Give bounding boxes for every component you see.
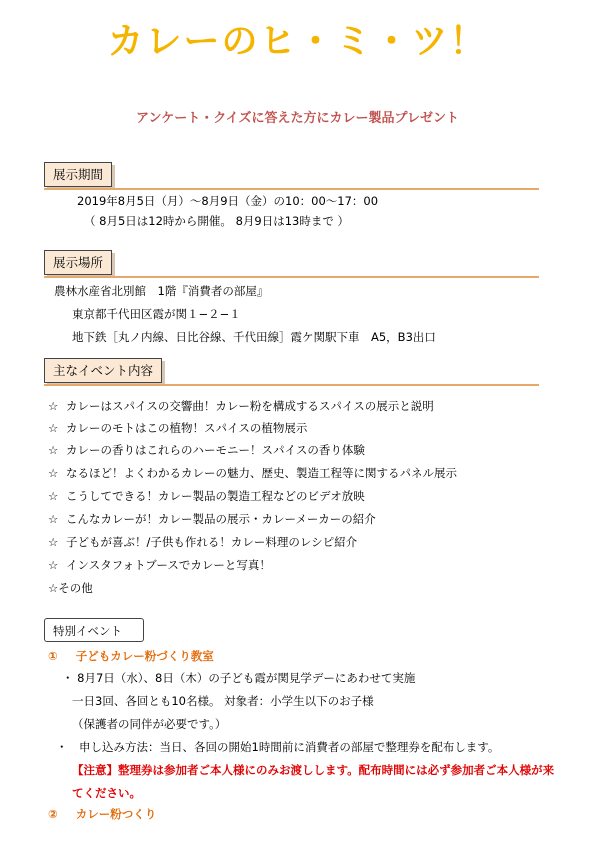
venue-building: 農林水産省北別館 1階『消費者の部屋』	[54, 284, 269, 298]
star-icon: ☆	[48, 443, 59, 457]
special-bullet-apply: ・ 申し込み方法：当日、各回の開始1時間前に消費者の部屋で整理券を配布します。	[56, 740, 500, 754]
special-capacity: 一日3回、各回とも10名様。 対象者：小学生以下のお子様	[72, 694, 374, 708]
list-item: ☆ カレーはスパイスの交響曲！カレー粉を構成するスパイスの展示と説明	[48, 399, 434, 413]
list-item: ☆ 子どもが喜ぶ！/子供も作れる！カレー料理のレシピ紹介	[48, 535, 358, 549]
list-item: ☆ こうしてできる！カレー製品の製造工程などのビデオ放映	[48, 489, 365, 503]
star-icon: ☆	[48, 535, 59, 549]
section-divider	[44, 276, 539, 278]
section-heading-period: 展示期間	[44, 162, 112, 187]
list-item: ☆ カレーのモトはこの植物！スパイスの植物展示	[48, 421, 308, 435]
list-item-other: ☆その他	[48, 581, 93, 595]
list-item: ☆ こんなカレーが！カレー製品の展示・カレーメーカーの紹介	[48, 512, 376, 526]
section-heading-special: 特別イベント	[44, 618, 144, 642]
notice-text: 【注意】整理券は参加者ご本人様にのみお渡しします。配布時間には必ず参加者ご本人様が来	[72, 763, 555, 777]
star-icon: ☆	[48, 558, 59, 572]
star-icon: ☆	[48, 399, 59, 413]
special-item-2-title: カレー粉つくり	[75, 807, 157, 821]
special-bullet-schedule: ・ 8月7日（水）、8日（木）の子ども霞が関見学デーにあわせて実施	[62, 671, 416, 685]
section-divider	[44, 188, 539, 190]
section-heading-venue: 展示場所	[44, 250, 112, 275]
special-item-2	[48, 806, 156, 822]
period-note: （ 8月5日は12時から開催。 8月9日は13時まで ）	[84, 214, 349, 228]
star-icon: ☆	[48, 489, 59, 503]
list-item: ☆ カレーの香りはこれらのハーモニー！スパイスの香り体験	[48, 443, 365, 457]
special-guardian-note: （保護者の同伴が必要です。）	[72, 717, 227, 731]
page-subtitle: アンケート・クイズに答えた方にカレー製品プレゼント	[136, 111, 459, 126]
venue-address: 東京都千代田区霞が関１−２−１	[72, 307, 241, 321]
star-icon: ☆	[48, 466, 59, 480]
list-item: ☆ インスタフォトブースでカレーと写真！	[48, 558, 271, 572]
period-dates: 2019年8月5日（月）～8月9日（金）の10：00～17：00	[77, 194, 379, 208]
section-heading-events: 主なイベント内容	[44, 358, 162, 383]
special-item-2-number: ②	[48, 807, 58, 821]
page-title: カレーのヒ・ミ・ツ！	[107, 21, 488, 62]
list-item: ☆ なるほど！よくわかるカレーの魅力、歴史、製造工程等に関するパネル展示	[48, 466, 457, 480]
special-item-1-title: 子どもカレー粉づくり教室	[75, 649, 214, 663]
section-divider	[44, 384, 539, 386]
special-item-1	[48, 648, 214, 664]
venue-access: 地下鉄［丸ノ内線、日比谷線、千代田線］霞ケ関駅下車 A5，B3出口	[72, 330, 436, 344]
notice-text-cont: てください。	[72, 786, 141, 800]
star-icon: ☆	[48, 421, 59, 435]
star-icon: ☆	[48, 512, 59, 526]
special-item-1-number: ①	[48, 649, 58, 663]
